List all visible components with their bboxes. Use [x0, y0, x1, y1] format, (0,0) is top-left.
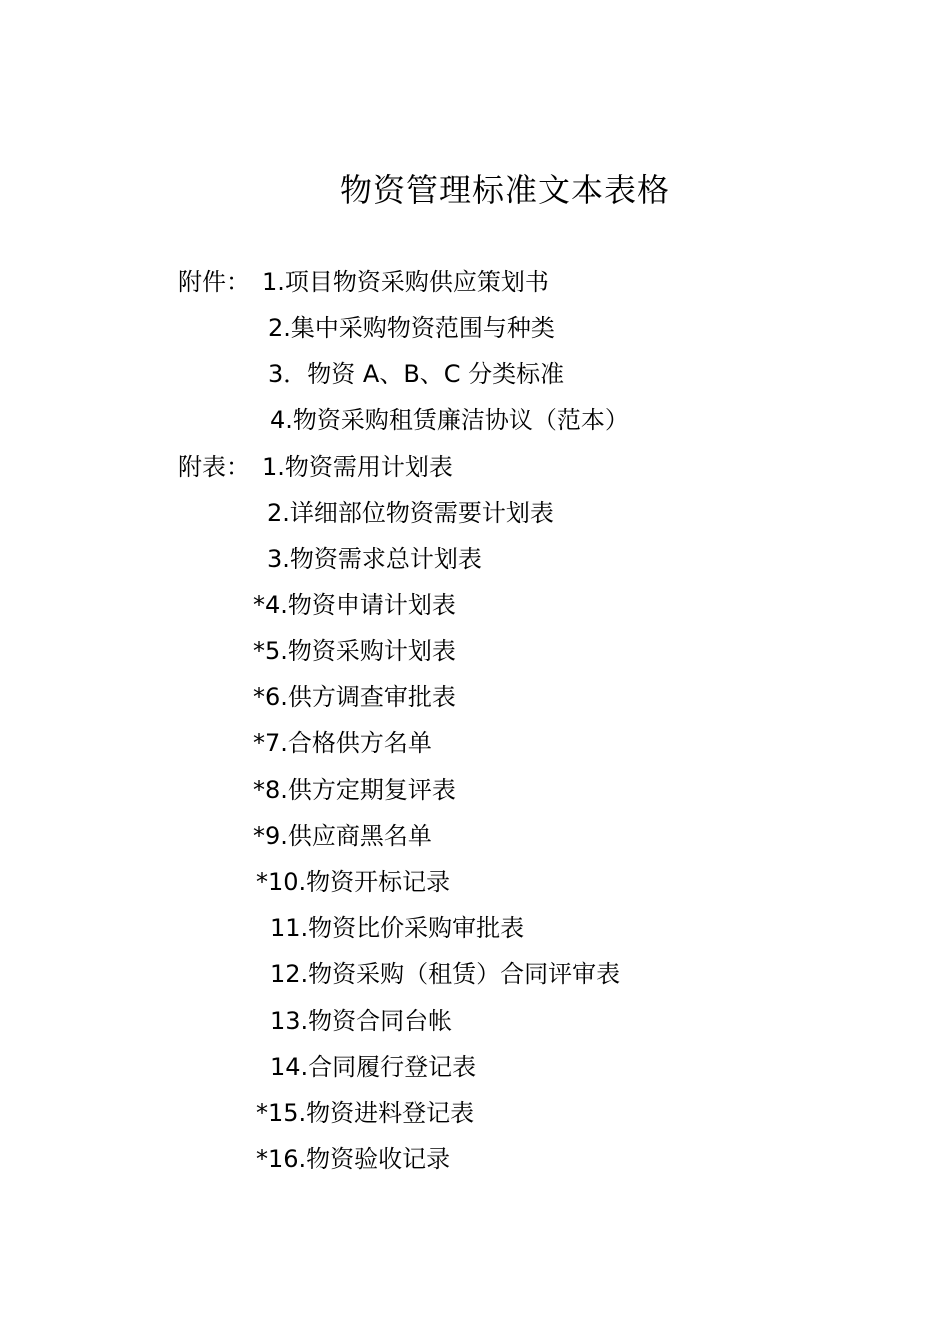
attachments-label: 附件：: [178, 268, 250, 296]
page-title: 物资管理标准文本表格: [340, 171, 671, 209]
table-item-14: 14.合同履行登记表: [270, 1053, 477, 1081]
table-item-13: 13.物资合同台帐: [270, 1007, 453, 1035]
table-item-10: *10.物资开标记录: [256, 868, 451, 896]
table-item-12: 12.物资采购（租赁）合同评审表: [270, 960, 621, 988]
table-item-3: 3.物资需求总计划表: [267, 545, 482, 573]
table-item-6: *6.供方调查审批表: [253, 683, 456, 711]
attachment-item-4: 4.物资采购租赁廉洁协议（范本）: [270, 406, 629, 434]
table-item-16: *16.物资验收记录: [256, 1145, 451, 1173]
table-item-5: *5.物资采购计划表: [253, 637, 456, 665]
attachment-item-2: 2.集中采购物资范围与种类: [268, 314, 555, 342]
tables-label: 附表：: [178, 453, 250, 481]
table-item-9: *9.供应商黑名单: [253, 822, 432, 850]
attachment-item-3: 3．物资 A、B、C 分类标准: [268, 360, 565, 388]
table-item-15: *15.物资进料登记表: [256, 1099, 475, 1127]
table-item-4: *4.物资申请计划表: [253, 591, 456, 619]
table-item-8: *8.供方定期复评表: [253, 776, 456, 804]
attachment-item-1: 1.项目物资采购供应策划书: [262, 268, 549, 296]
table-item-1: 1.物资需用计划表: [262, 453, 453, 481]
table-item-7: *7.合格供方名单: [253, 729, 432, 757]
table-item-11: 11.物资比价采购审批表: [270, 914, 525, 942]
table-item-2: 2.详细部位物资需要计划表: [267, 499, 554, 527]
